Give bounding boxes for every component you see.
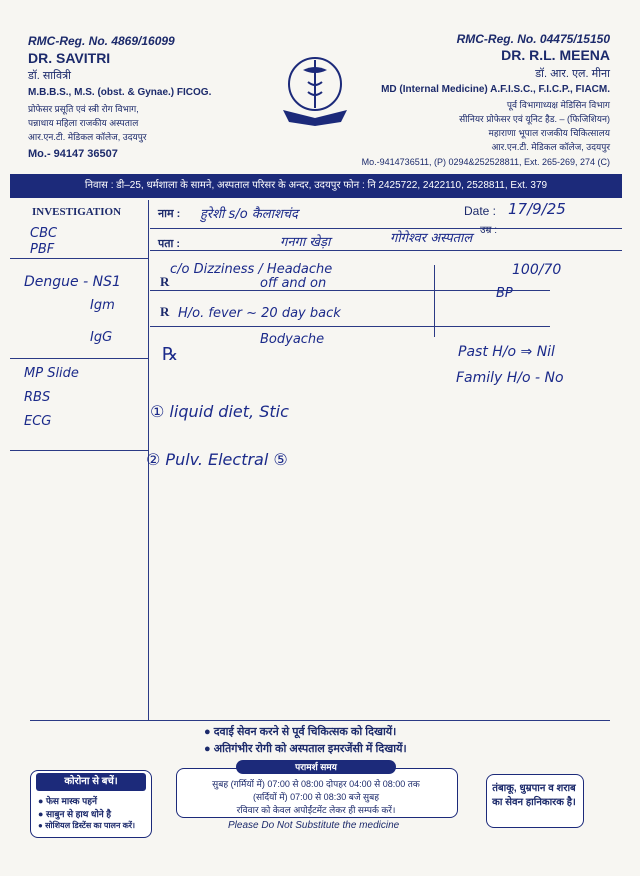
inv-ecg: ECG <box>24 414 52 429</box>
left-doctor-line3: आर.एन.टी. मेडिकल कॉलेज, उदयपुर <box>28 132 147 142</box>
investigation-label: INVESTIGATION <box>32 206 122 218</box>
corona-item-2: ● साबुन से हाथ धोने है <box>38 809 112 819</box>
notes-top-line <box>30 720 610 721</box>
left-doctor-quals: M.B.B.S., M.S. (obst. & Gynae.) FICOG. <box>28 87 212 98</box>
inv-igg: IgG <box>90 330 113 345</box>
inv-dengue: Dengue - NS1 <box>24 274 121 290</box>
residence-address-bar: निवास : डी–25, धर्मशाला के सामने, अस्पताल परिसर के अन्दर, उदयपुर फोन : नि 2425722, 2422110, 2528811, Ext. 379 <box>10 174 622 198</box>
consult-line-1: सुबह (गर्मियों में) 07:00 से 08:00 दोपहर 04:00 से 08:00 तक <box>212 779 420 789</box>
right-doctor-name: DR. R.L. MEENA <box>501 47 610 63</box>
age-label: उम्र : <box>480 225 498 236</box>
family-history: Family H/o - No <box>456 370 564 386</box>
corona-title: कोरोना से बचें। <box>36 773 146 791</box>
left-doctor-name-hindi: डॉ. सावित्री <box>28 70 72 82</box>
inv-line-1 <box>10 258 148 259</box>
r-letter-2: R <box>160 304 170 319</box>
inv-rbs: RBS <box>24 390 51 405</box>
right-doctor-quals: MD (Internal Medicine) A.F.I.S.C., F.I.C.P., FIACM. <box>381 84 610 95</box>
address-label: पता : <box>158 238 181 250</box>
patient-name: हुरेशी s/o कैलाशचंद <box>200 207 298 222</box>
bp-label: BP <box>496 286 513 301</box>
inv-mp-slide: MP Slide <box>24 366 79 381</box>
rx-line-2 <box>150 326 550 327</box>
left-doctor-mobile: Mo.- 94147 36507 <box>28 148 118 160</box>
history-bodyache: Bodyache <box>260 332 325 347</box>
date-label: Date : <box>464 204 497 218</box>
consult-title: परामर्श समय <box>236 760 396 774</box>
disclaimer: Please Do Not Substitute the medicine <box>228 820 400 831</box>
visit-date: 17/9/25 <box>508 200 566 218</box>
name-underline <box>150 228 622 229</box>
medical-caduceus-logo <box>275 48 355 126</box>
rx-symbol: ℞ <box>162 344 179 365</box>
patient-address: गनगा खेड़ा <box>280 235 331 250</box>
bp-value: 100/70 <box>512 262 562 278</box>
handwritten-extra: गोगेश्वर अस्पताल <box>390 231 473 246</box>
corona-item-3: ● सोशियल डिस्टेंस का पालन करें। <box>38 821 136 830</box>
left-doctor-line1: प्रोफेसर प्रसूति एवं स्त्री रोग विभाग, <box>28 104 139 114</box>
left-doctor-name: DR. SAVITRI <box>28 50 111 66</box>
note-1: ● दवाई सेवन करने से पूर्व चिकित्सक को दिखायें। <box>204 726 397 738</box>
past-history: Past H/o ⇒ Nil <box>458 344 555 360</box>
inv-cbc: CBC <box>30 226 58 241</box>
right-doctor-phones: Mo.-9414736511, (P) 0294&252528811, Ext. 265-269, 274 (C) <box>361 157 610 167</box>
corona-item-1: ● फेस मास्क पहनें <box>38 796 97 806</box>
inv-igm: Igm <box>90 298 115 313</box>
inv-pbf: PBF <box>30 242 55 257</box>
right-doctor-line4: आर.एन.टी. मेडिकल कॉलेज, उदयपुर <box>491 142 610 152</box>
inv-line-3 <box>10 450 148 451</box>
note-2: ● अतिगंभीर रोगी को अस्पताल इमरजेंसी में दिखायें। <box>204 743 407 755</box>
right-doctor-line1: पूर्व विभागाध्यक्ष मेडिसिन विभाग <box>506 100 610 110</box>
left-reg-no: RMC-Reg. No. 4869/16099 <box>28 34 175 48</box>
consult-line-3: रविवार को केवल अपोईंटमेंट लेकर ही सम्पर्क करें। <box>236 805 396 815</box>
right-doctor-name-hindi: डॉ. आर. एल. मीना <box>535 68 610 80</box>
name-label: नाम : <box>158 208 181 220</box>
right-doctor-line2: सीनियर प्रोफेसर एवं यूनिट हैड. – (फिजिशियन) <box>459 114 610 124</box>
right-reg-no: RMC-Reg. No. 04475/15150 <box>456 32 610 46</box>
history-fever: H/o. fever ~ 20 day back <box>178 306 341 321</box>
left-doctor-line2: पन्नाधाय महिला राजकीय अस्पताल <box>28 118 139 128</box>
address-underline <box>150 250 622 251</box>
rx-line-1 <box>150 290 550 291</box>
r-letter-1: R <box>160 274 170 289</box>
complaint-offandon: off and on <box>260 276 327 291</box>
tobacco-warning: तंबाकू, धुम्रपान व शराब का सेवन हानिकारक है। <box>492 783 576 808</box>
inv-line-2 <box>10 358 148 359</box>
right-doctor-line3: महाराणा भूपाल राजकीय चिकित्सालय <box>488 128 610 138</box>
consult-line-2: (सर्दियों में) 07:00 से 08:30 बजे सुबह <box>252 792 380 802</box>
rx-liquid-diet: ① liquid diet, Stic <box>150 402 289 421</box>
rx-electral: ② Pulv. Electral ⑤ <box>146 450 288 469</box>
complaint-dizziness: c/o Dizziness / Headache <box>170 262 333 277</box>
